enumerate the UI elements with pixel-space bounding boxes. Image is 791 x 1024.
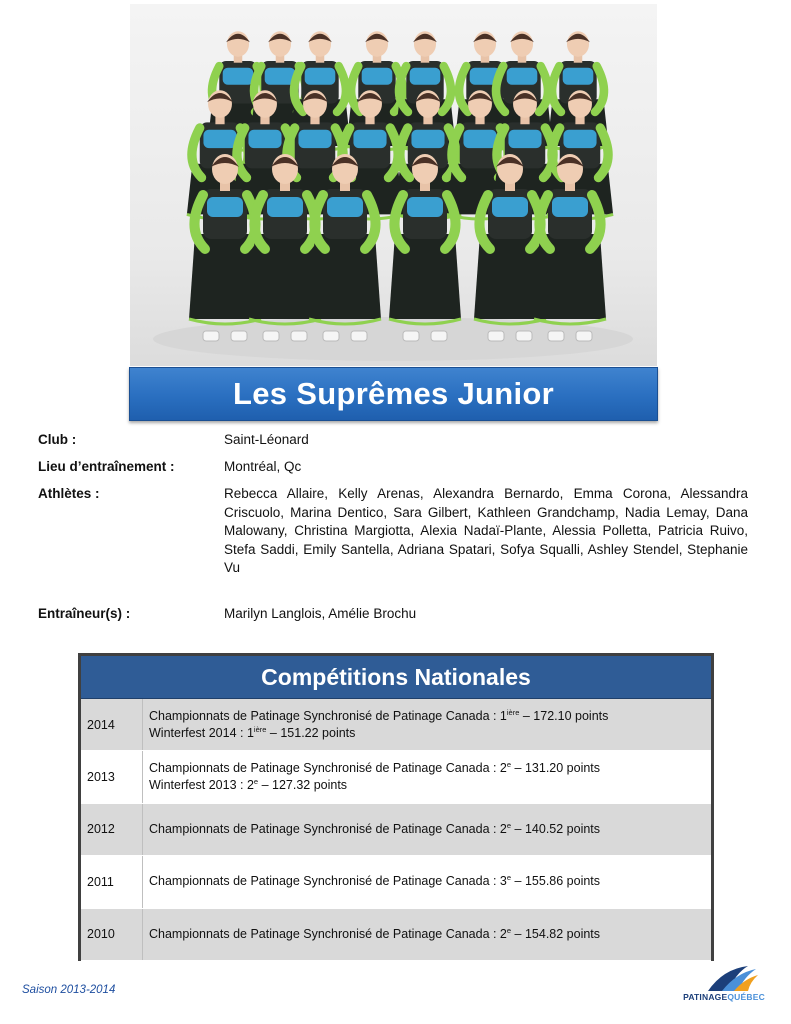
club-label: Club : — [38, 432, 77, 447]
result-line: Championnats de Patinage Synchronisé de Patinage Canada : 2e – 154.82 points — [149, 925, 601, 941]
page-title: Les Suprêmes Junior — [233, 376, 554, 411]
club-value: Saint-Léonard — [224, 432, 309, 447]
table-row — [81, 856, 711, 908]
result-line: Championnats de Patinage Synchronisé de Patinage Canada : 2e – 140.52 points — [149, 820, 601, 836]
row-year: 2011 — [81, 856, 143, 907]
competitions-heading-bar — [81, 656, 711, 699]
row-results — [143, 699, 711, 750]
club-row — [38, 431, 750, 451]
competitions-table — [78, 653, 714, 961]
row-results — [143, 751, 711, 802]
result-line: Championnats de Patinage Synchronisé de Patinage Canada : $1^{ière} - 172.10$ points — [149, 707, 609, 723]
row-year: 2014 — [81, 699, 143, 750]
coach-value: Marilyn Langlois, Amélie Brochu — [224, 606, 417, 621]
row-results — [143, 909, 711, 960]
team-photo — [130, 4, 657, 366]
season-label: Saison 2013-2014 — [22, 984, 116, 996]
coach-label: Entraîneur(s) : — [38, 606, 131, 621]
training-row — [38, 458, 750, 478]
row-year: 2010 — [81, 909, 143, 960]
row-year: 2012 — [81, 804, 143, 855]
logo-text-part2: QUÉBEC — [727, 992, 765, 1002]
table-row — [81, 909, 711, 961]
table-row — [81, 699, 711, 751]
training-value: Montréal, Qc — [224, 459, 302, 474]
competitions-rows — [81, 699, 711, 961]
table-row — [81, 804, 711, 856]
result-line: Winterfest 2014 : $1^{ière} - 151.22$ points — [149, 724, 356, 740]
row-results — [143, 856, 711, 907]
coach-row — [38, 605, 750, 625]
logo-text-part1: PATINAGE — [683, 992, 728, 1002]
result-line: Winterfest 2013 : 2e – 127.32 points — [149, 777, 348, 793]
competitions-heading: Compétitions Nationales — [261, 663, 531, 690]
athletes-value: Rebecca Allaire, Kelly Arenas, Alexandra Bernardo, Emma Corona, Alessandra Criscuolo, Marina Dentico, Sara Gilbert, Kathleen Grandchamp, Nadia Lemay, Dana Malowany, Christina Margiotta, Alexia Nadaï-Plante, Alessia Polletta, Patricia Ruivo, Stefa Saddi, Emily Santella, Adriana Spatari, Sofya Squalli, Ashley Stendel, Stephanie Vu — [224, 486, 748, 576]
athletes-row — [38, 485, 750, 581]
patinage-quebec-logo — [678, 963, 770, 1005]
skater-swoosh-icon — [678, 963, 770, 993]
athletes-label: Athlètes : — [38, 486, 100, 501]
result-line: Championnats de Patinage Synchronisé de Patinage Canada : 3e – 155.86 points — [149, 873, 601, 889]
row-year: 2013 — [81, 751, 143, 802]
logo-text — [678, 992, 770, 1002]
table-row — [81, 751, 711, 803]
training-label: Lieu d’entraînement : — [38, 459, 175, 474]
title-banner — [129, 367, 658, 421]
result-line: Championnats de Patinage Synchronisé de Patinage Canada : 2e – 131.20 points — [149, 760, 601, 776]
team-photo-illustration — [130, 4, 657, 366]
row-results — [143, 804, 711, 855]
